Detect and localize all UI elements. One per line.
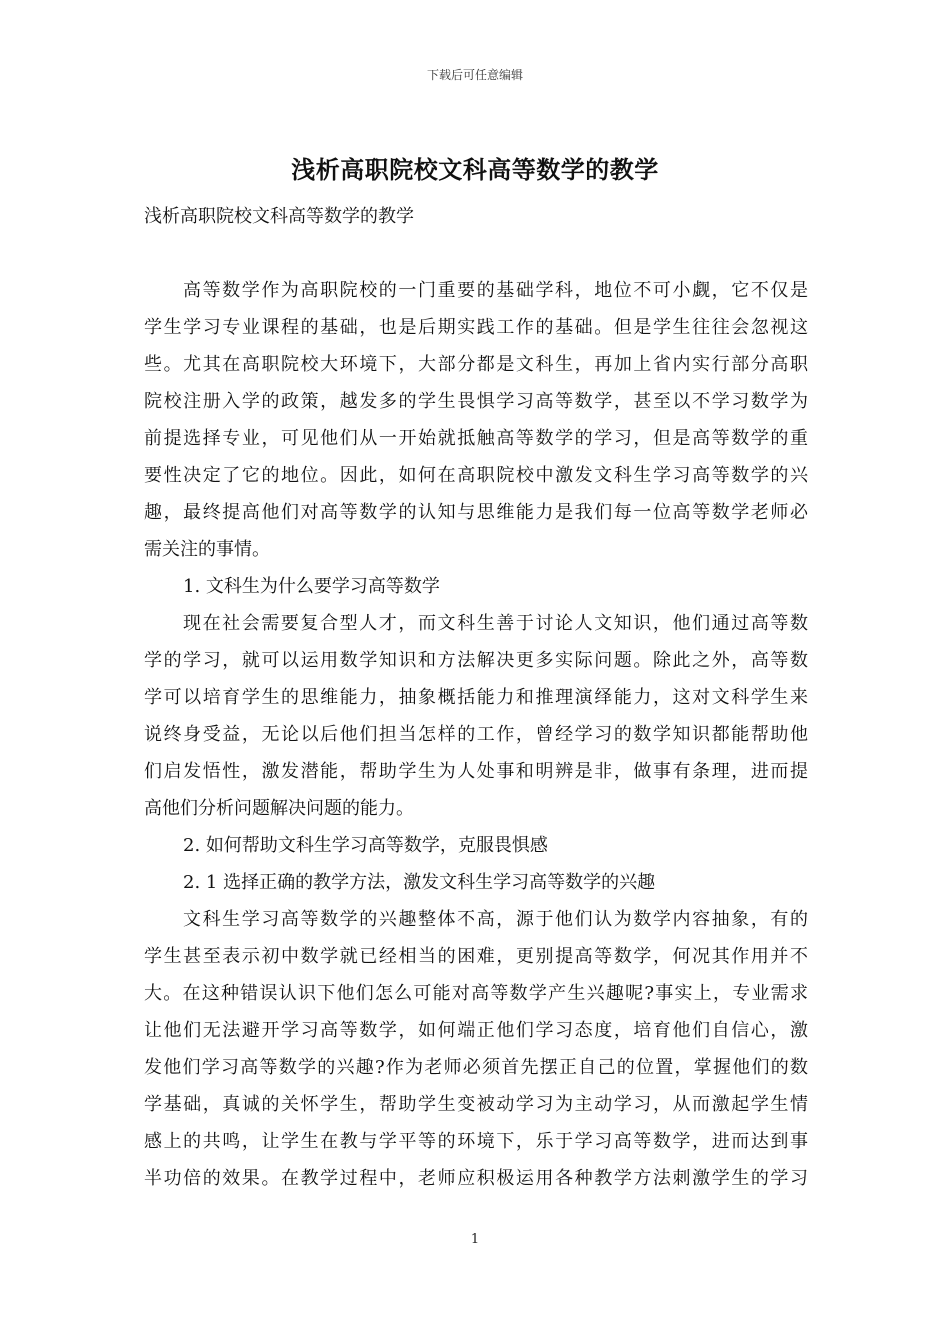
paragraph-line: 高他们分析问题解决问题的能力。	[144, 798, 414, 819]
paragraph-line: 需关注的事情。	[144, 539, 270, 560]
page-number: 1	[470, 1232, 480, 1247]
paragraph-line: 半功倍的效果。在教学过程中，老师应积极运用各种教学方法刺激学生的学习	[144, 1168, 808, 1189]
section-heading: 2. 如何帮助文科生学习高等数学，克服畏惧感	[183, 835, 548, 856]
paragraph-line: 学生学习专业课程的基础，也是后期实践工作的基础。但是学生往往会忽视这	[144, 317, 808, 338]
paragraph-line: 高等数学作为高职院校的一门重要的基础学科，地位不可小觑，它不仅是	[183, 280, 808, 301]
paragraph-line: 感上的共鸣，让学生在教与学平等的环境下，乐于学习高等数学，进而达到事	[144, 1131, 808, 1152]
paragraph-line: 前提选择专业，可见他们从一开始就抵触高等数学的学习，但是高等数学的重	[144, 428, 808, 449]
document-body	[144, 198, 808, 1197]
section-heading: 1. 文科生为什么要学习高等数学	[183, 576, 440, 597]
document-title: 浅析高职院校文科高等数学的教学	[291, 155, 659, 184]
blank-line	[144, 235, 808, 272]
paragraph-line: 发他们学习高等数学的兴趣?作为老师必须首先摆正自己的位置，掌握他们的数	[144, 1057, 808, 1078]
paragraph-line: 学基础，真诚的关怀学生，帮助学生变被动学习为主动学习，从而激起学生情	[144, 1094, 808, 1115]
paragraph-line: 院校注册入学的政策，越发多的学生畏惧学习高等数学，甚至以不学习数学为	[144, 391, 808, 412]
paragraph-line: 们启发悟性，激发潜能，帮助学生为人处事和明辨是非，做事有条理，进而提	[144, 761, 808, 782]
paragraph-line: 学生甚至表示初中数学就已经相当的困难，更别提高等数学，何况其作用并不	[144, 946, 808, 967]
paragraph-line: 说终身受益，无论以后他们担当怎样的工作，曾经学习的数学知识都能帮助他	[144, 724, 808, 745]
paragraph-line: 些。尤其在高职院校大环境下，大部分都是文科生，再加上省内实行部分高职	[144, 354, 808, 375]
paragraph-line: 现在社会需要复合型人才，而文科生善于讨论人文知识，他们通过高等数	[183, 613, 808, 634]
paragraph-line: 学的学习，就可以运用数学知识和方法解决更多实际问题。除此之外，高等数	[144, 650, 808, 671]
paragraph-line: 趣，最终提高他们对高等数学的认知与思维能力是我们每一位高等数学老师必	[144, 502, 808, 523]
paragraph-line: 要性决定了它的地位。因此，如何在高职院校中激发文科生学习高等数学的兴	[144, 465, 808, 486]
paragraph-line: 让他们无法避开学习高等数学，如何端正他们学习态度，培育他们自信心，激	[144, 1020, 808, 1041]
subtitle-line: 浅析高职院校文科高等数学的教学	[144, 206, 414, 227]
paragraph-line: 学可以培育学生的思维能力，抽象概括能力和推理演绎能力，这对文科学生来	[144, 687, 808, 708]
paragraph-line: 大。在这种错误认识下他们怎么可能对高等数学产生兴趣呢?事实上，专业需求	[144, 983, 808, 1004]
page-header: 下载后可任意编辑	[426, 68, 523, 82]
paragraph-line: 文科生学习高等数学的兴趣整体不高，源于他们认为数学内容抽象，有的	[183, 909, 808, 930]
subsection-heading: 2. 1 选择正确的教学方法，激发文科生学习高等数学的兴趣	[183, 872, 656, 893]
